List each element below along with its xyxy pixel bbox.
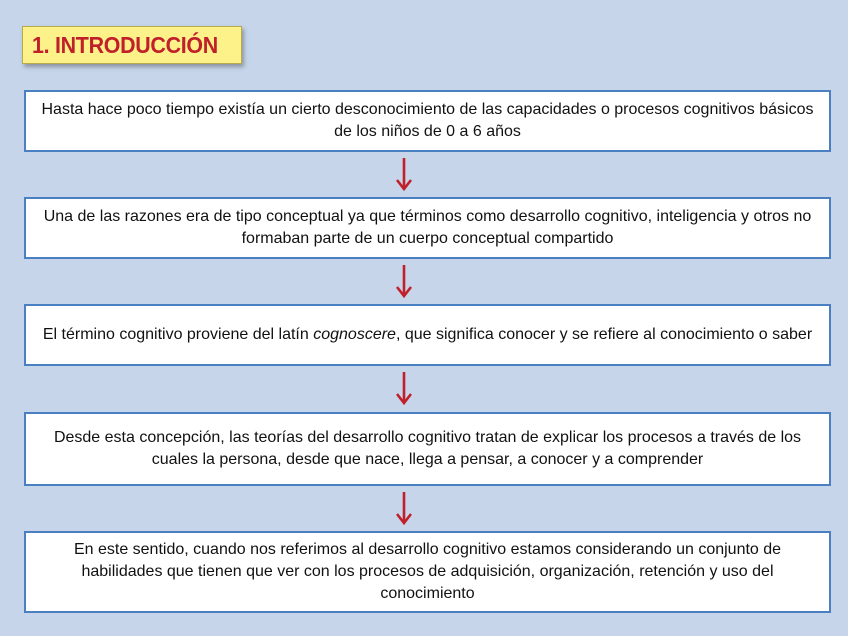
flow-box-2-text: Una de las razones era de tipo conceptual ya que términos como desarrollo cognitivo, inteligencia y otros no formaban parte de un cuerpo conceptual compartido: [43, 208, 812, 247]
flow-box-3: [24, 304, 831, 366]
flow-box-1-text: Hasta hace poco tiempo existía un cierto desconocimiento de las capacidades o procesos cognitivos básicos de los niños de 0 a 6 años: [41, 101, 814, 140]
flow-box-3-latin-term: cognoscere: [313, 326, 396, 343]
flow-box-5-text: En este sentido, cuando nos referimos al desarrollo cognitivo estamos considerando un conjunto de habilidades que tienen que ver con los procesos de adquisición, organización, retención y uso del conocimiento: [73, 541, 782, 602]
page-title: 1. INTRODUCCIÓN: [32, 31, 218, 58]
flow-box-4-text: Desde esta concepción, las teorías del desarrollo cognitivo tratan de explicar los procesos a través de los cuales la persona, desde que nace, llega a pensar, a conocer y a comprender: [53, 429, 802, 468]
flow-box-3-text: [43, 324, 812, 346]
flow-box-5: [24, 531, 831, 613]
flow-box-1: [24, 90, 831, 152]
title-banner: [22, 26, 242, 64]
arrow-down-icon: [395, 157, 413, 193]
flow-box-2: [24, 197, 831, 259]
flow-box-3-text-before: El término cognitivo proviene del latín: [42, 326, 314, 343]
arrow-down-icon: [395, 491, 413, 527]
flow-box-4: [24, 412, 831, 486]
arrow-down-icon: [395, 371, 413, 407]
flow-box-3-text-after: , que significa conocer y se refiere al conocimiento o saber: [395, 326, 813, 343]
arrow-down-icon: [395, 264, 413, 300]
